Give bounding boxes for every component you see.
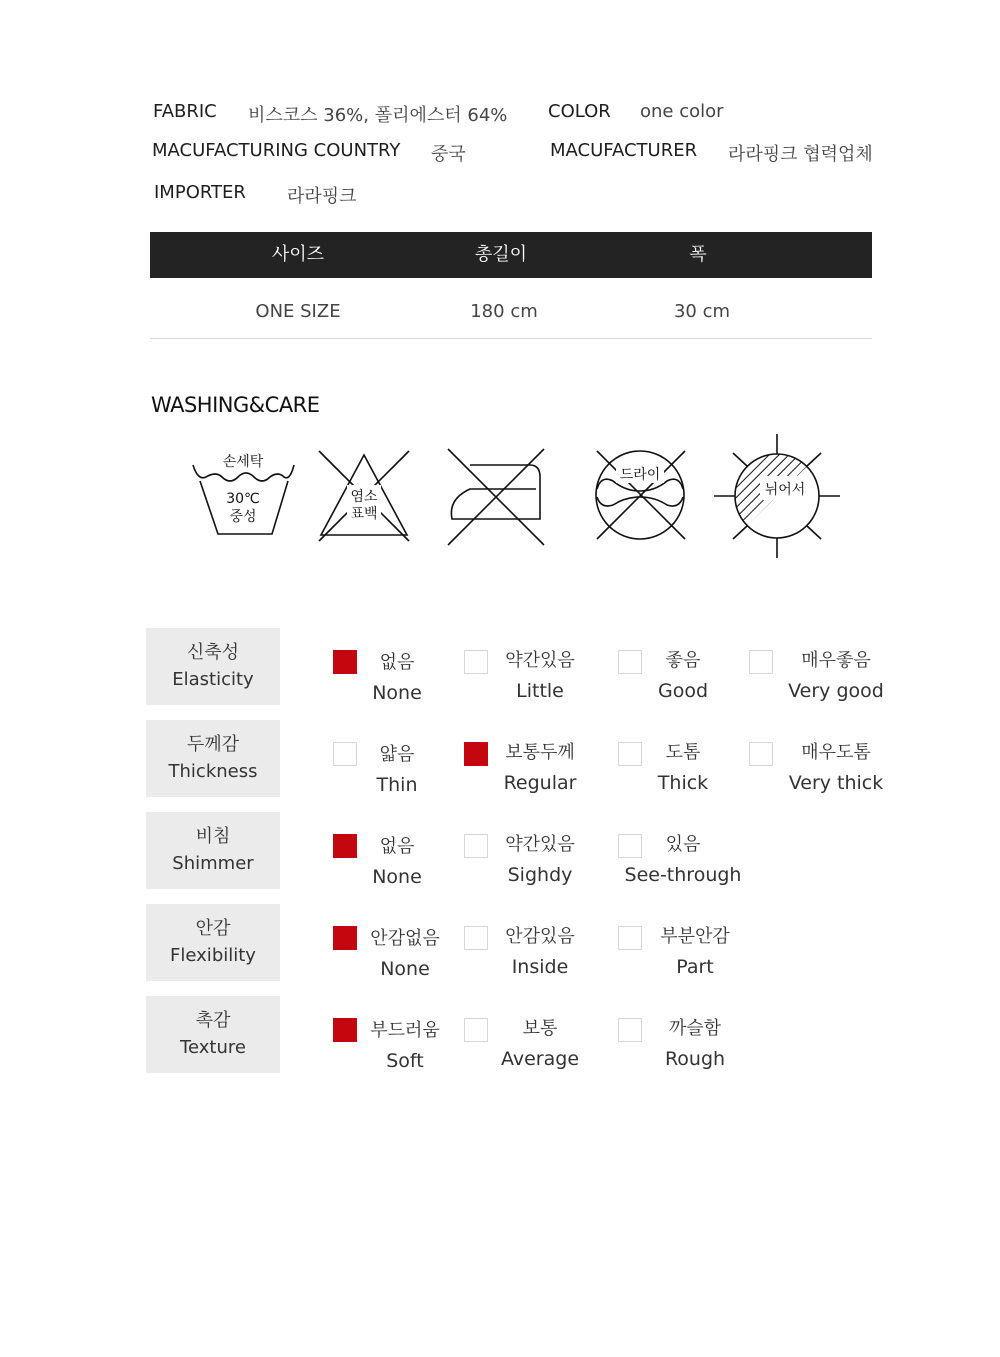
country-value: 중국 — [431, 144, 466, 165]
importer-value: 라라핑크 — [287, 186, 357, 207]
color-value: one color — [640, 101, 724, 122]
handwash-temp-text: 30℃ — [226, 491, 260, 507]
option-texture-average: 보통 Average — [500, 1018, 580, 1070]
country-label: MACUFACTURING COUNTRY — [152, 140, 401, 161]
bleach-bottom-text: 표백 — [350, 506, 378, 522]
no-iron-icon — [444, 447, 548, 547]
size-cell: ONE SIZE — [255, 301, 341, 322]
option-thickness-thin: 얇음 Thin — [376, 744, 418, 796]
row-label-thickness — [146, 720, 280, 797]
row-label-flexibility — [146, 904, 280, 981]
washing-care-title: WASHING&CARE — [151, 393, 320, 417]
option-shimmer-none: 없음 None — [372, 836, 422, 888]
label-ko: 두께감 — [186, 734, 240, 755]
option-elasticity-good: 좋음 Good — [657, 650, 709, 702]
label-ko: 비침 — [195, 826, 231, 847]
option-thickness-regular: 보통두께 Regular — [503, 742, 577, 794]
size-header-size: 사이즈 — [271, 244, 325, 265]
handwash-top-text: 손세탁 — [222, 454, 264, 470]
width-cell: 30 cm — [673, 301, 731, 322]
row-label-elasticity — [146, 628, 280, 705]
importer-label: IMPORTER — [154, 182, 246, 203]
handwash-neutral-text: 중성 — [229, 509, 257, 525]
size-table-row — [150, 280, 872, 339]
size-table-header — [150, 232, 872, 278]
option-shimmer-see-through: 있음 See-through — [624, 834, 742, 886]
option-texture-rough: 까슬함 Rough — [664, 1018, 726, 1070]
option-thickness-very-thick: 매우도톰 Very thick — [788, 742, 884, 794]
row-label-shimmer — [146, 812, 280, 889]
hand-wash-icon — [188, 447, 298, 539]
option-elasticity-very-good: 매우좋음 Very good — [788, 650, 884, 702]
no-bleach-icon — [315, 447, 413, 543]
option-elasticity-none: 없음 None — [372, 652, 422, 704]
option-elasticity-little: 약간있음 Little — [505, 650, 575, 702]
manufacturer-value: 라라핑크 협력업체 — [728, 144, 873, 165]
size-header-length: 총길이 — [474, 244, 528, 265]
fabric-value: 비스코스 36%, 폴리에스터 64% — [248, 105, 508, 126]
row-label-texture — [146, 996, 280, 1073]
label-ko: 안감 — [195, 918, 231, 939]
label-ko: 신축성 — [186, 642, 240, 663]
option-shimmer-slightly: 약간있음 Sighdy — [505, 834, 575, 886]
label-en: Texture — [180, 1037, 246, 1058]
shade-label-text: 뉘어서 — [764, 482, 806, 498]
label-ko: 촉감 — [195, 1010, 231, 1031]
option-lining-part: 부분안감 Part — [660, 926, 730, 978]
option-lining-inside: 안감있음 Inside — [505, 926, 575, 978]
label-en: Shimmer — [172, 853, 254, 874]
fabric-label: FABRIC — [153, 101, 217, 122]
dry-label-text: 드라이 — [619, 467, 661, 483]
no-dry-clean-icon — [591, 447, 689, 543]
bleach-top-text: 염소 — [350, 489, 378, 505]
manufacturer-label: MACUFACTURER — [550, 140, 698, 161]
option-texture-soft: 부드러움 Soft — [370, 1020, 440, 1072]
label-en: Flexibility — [170, 945, 256, 966]
color-label: COLOR — [548, 101, 611, 122]
option-lining-none: 안감없음 None — [370, 928, 440, 980]
length-cell: 180 cm — [470, 301, 538, 322]
size-header-width: 폭 — [689, 244, 707, 265]
label-en: Thickness — [168, 761, 258, 782]
option-thickness-thick: 도톰 Thick — [657, 742, 709, 794]
shade-dry-icon — [712, 432, 842, 560]
label-en: Elasticity — [172, 669, 254, 690]
